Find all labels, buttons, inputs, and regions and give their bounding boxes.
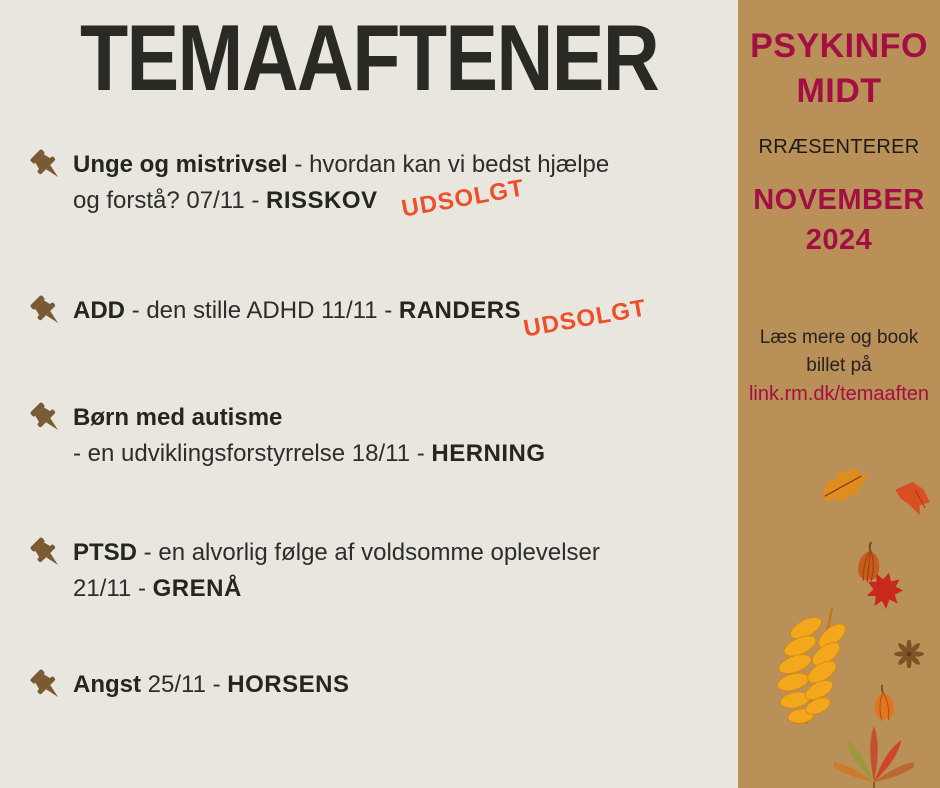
event-date: 21/11 -: [73, 575, 153, 602]
event-title: Angst: [73, 671, 141, 698]
event-text: [73, 535, 600, 607]
booking-info: [738, 324, 940, 408]
event-text: [73, 667, 349, 703]
brand-title: [738, 24, 940, 114]
event-title: Børn med autisme: [73, 404, 283, 431]
pushpin-icon: [28, 295, 64, 331]
rowan-leaf-icon: [776, 606, 860, 733]
booking-info-line2: billet på: [806, 355, 872, 376]
event-item-unge-og-mistrivsel: [28, 147, 610, 223]
soldout-badge: UDSOLGT: [399, 174, 527, 223]
event-location: HERNING: [431, 440, 546, 467]
event-date: - en udviklingsforstyrrelse 18/11 -: [73, 440, 432, 467]
month-name: NOVEMBER: [753, 184, 925, 216]
event-line: [73, 535, 600, 571]
pushpin-icon: [28, 537, 64, 573]
brand-line1: PSYKINFO: [750, 27, 928, 65]
star-anise-icon: [893, 640, 925, 673]
sidebar: [738, 0, 940, 788]
event-date: og forstå? 07/11 -: [73, 187, 267, 214]
soldout-badge: UDSOLGT: [521, 294, 649, 343]
event-item-ptsd: [28, 535, 600, 607]
maple-leaf-icon: [857, 565, 911, 619]
pushpin-icon: [28, 149, 64, 185]
brand-line2: MIDT: [796, 72, 882, 110]
event-description: - en alvorlig følge af voldsomme oplevelser: [137, 539, 600, 566]
page-title: TEMAAFTENER: [79, 5, 659, 110]
event-location: HORSENS: [227, 671, 350, 698]
event-line: [73, 293, 521, 329]
event-description: - hvordan kan vi bedst hjælpe: [287, 151, 610, 178]
event-text: [73, 147, 610, 223]
red-leaf-fragment-icon: [889, 477, 934, 523]
event-line: [73, 667, 349, 703]
event-item-angst: [28, 667, 349, 705]
event-title: ADD: [73, 297, 125, 324]
event-location: RANDERS: [398, 297, 522, 324]
event-item-boern-med-autisme: [28, 400, 546, 472]
event-location: GRENÅ: [152, 575, 242, 602]
booking-info-line1: Læs mere og book: [759, 327, 919, 348]
event-description: - den stille ADHD 11/11 -: [125, 297, 399, 324]
event-text: [73, 400, 546, 472]
event-date: 25/11 -: [141, 671, 228, 698]
event-line: [73, 571, 600, 607]
month-title: [738, 180, 940, 260]
event-location: RISSKOV: [266, 187, 378, 214]
event-line: [73, 147, 609, 183]
oak-leaf-icon: [813, 457, 879, 519]
event-line: [73, 400, 546, 436]
pushpin-icon: [28, 669, 64, 705]
presents-label: RRÆSENTERER: [758, 136, 920, 158]
booking-link[interactable]: link.rm.dk/temaaften: [748, 383, 930, 405]
month-year: 2024: [805, 224, 873, 256]
event-item-add: [28, 293, 649, 343]
event-title: PTSD: [73, 539, 138, 566]
palmate-leaf-icon: [834, 716, 914, 788]
event-line: [73, 436, 546, 472]
pushpin-icon: [28, 402, 64, 438]
event-title: Unge og mistrivsel: [73, 151, 288, 178]
event-text: [73, 293, 649, 343]
event-line: [73, 183, 609, 219]
